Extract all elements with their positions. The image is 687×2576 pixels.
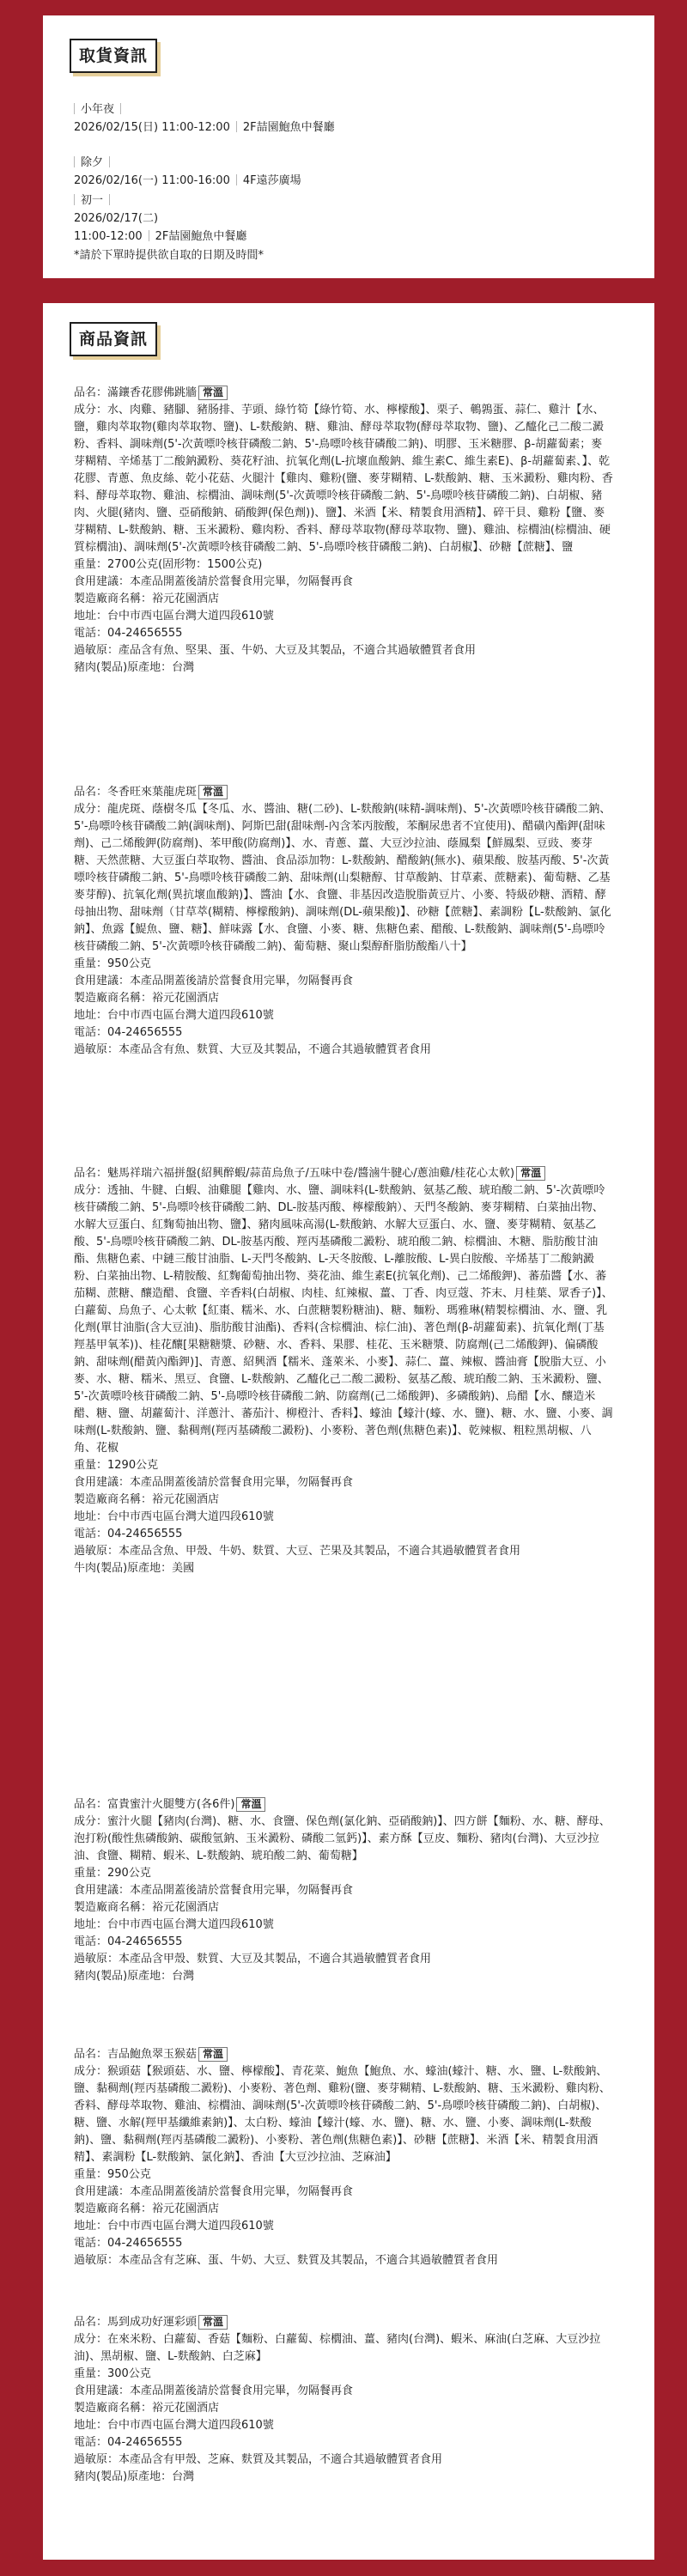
name-label: 品名： (74, 1798, 108, 1811)
origin: 台灣 (172, 1970, 195, 1983)
allergen-label: 過敏原： (74, 1545, 119, 1558)
allergen: 本產品含魚、甲殼、牛奶、麩質、大豆、芒果及其製品，不適合其過敏體質者食用 (119, 1545, 521, 1558)
product-ingredients: 蜜汁火腿【豬肉(台灣)、糖、水、食鹽、保色劑(氯化鈉、亞硝酸鈉)】、四方餅【麵粉、水、糖、酵母、泡打粉(酸性焦磷酸鈉、碳酸氫鈉、玉米澱粉、磷酸二氫鈣)】、素方酥【豆皮、麵粉、豬肉(台灣)、大豆沙拉油、食鹽、糊精、蝦米、L-麩酸鈉、琥珀酸二鈉、葡萄糖】 (74, 1815, 611, 1862)
pickup-info-card (43, 15, 654, 278)
slot-name: 小年夜 (81, 103, 115, 116)
phone-label: 電話： (74, 2237, 108, 2250)
maker-label: 製造廠商名稱： (74, 992, 153, 1005)
storage-badge: 常溫 (198, 785, 228, 799)
ingredients-label: 成分： (74, 803, 108, 816)
phone-label: 電話： (74, 1026, 108, 1039)
maker-label: 製造廠商名稱： (74, 592, 153, 605)
food-notice: 本產品開蓋後請於當餐食用完畢，勿隔餐再食 (130, 1476, 354, 1489)
allergen-label: 過敏原： (74, 644, 119, 657)
phone: 04-24656555 (107, 2237, 183, 2250)
product-weight: 950公克 (107, 2168, 151, 2181)
slot-time: 11:00-12:00 (74, 230, 143, 243)
phone-label: 電話： (74, 627, 108, 640)
address: 台中市西屯區台灣大道四段610號 (107, 2220, 274, 2233)
product-weight: 290公克 (107, 1867, 151, 1880)
product-weight: 950公克 (107, 957, 151, 970)
food-notice-label: 食用建議： (74, 2185, 131, 2198)
product-item-6 (74, 2314, 613, 2486)
allergen: 本產品含有芝麻、蛋、牛奶、大豆、麩質及其製品，不適合其過敏體質者食用 (119, 2254, 499, 2267)
product-info-title: 商品資訊 (70, 322, 157, 356)
slot-time: 11:00-16:00 (161, 174, 230, 187)
phone: 04-24656555 (107, 2436, 183, 2449)
phone: 04-24656555 (107, 627, 183, 640)
slot-time: 11:00-12:00 (161, 121, 230, 134)
product-item-3 (74, 1165, 613, 1577)
address: 台中市西屯區台灣大道四段610號 (107, 1510, 274, 1523)
product-name: 滿鑲香花膠佛跳牆 (107, 386, 198, 399)
address: 台中市西屯區台灣大道四段610號 (107, 1009, 274, 1022)
storage-badge: 常溫 (198, 2315, 228, 2330)
slot-name: 初一 (81, 194, 104, 207)
origin-label: 豬肉(製品)原產地： (74, 661, 173, 674)
slot-place: 2F喆園鮑魚中餐廳 (155, 230, 247, 243)
food-notice-label: 食用建議： (74, 1884, 131, 1897)
product-name: 馬到成功好運彩頭 (107, 2316, 198, 2329)
address: 台中市西屯區台灣大道四段610號 (107, 2419, 274, 2432)
product-weight: 2700公克(固形物：1500公克) (107, 558, 263, 571)
pickup-note: *請於下單時提供欲自取的日期及時間* (74, 249, 264, 262)
weight-label: 重量： (74, 957, 108, 970)
storage-badge: 常溫 (198, 2047, 228, 2062)
origin: 台灣 (172, 661, 195, 674)
product-weight: 1290公克 (107, 1459, 159, 1472)
allergen-label: 過敏原： (74, 2453, 119, 2466)
allergen-label: 過敏原： (74, 1953, 119, 1965)
maker: 裕元花園酒店 (152, 1901, 220, 1914)
address-label: 地址： (74, 610, 108, 623)
pickup-info-title: 取貨資訊 (70, 39, 157, 73)
maker: 裕元花園酒店 (152, 592, 220, 605)
allergen-label: 過敏原： (74, 2254, 119, 2267)
ingredients-label: 成分： (74, 404, 108, 416)
address-label: 地址： (74, 1009, 108, 1022)
origin: 台灣 (172, 2470, 195, 2483)
food-notice: 本產品開蓋後請於當餐食用完畢，勿隔餐再食 (130, 2185, 354, 2198)
slot-name: 除夕 (81, 156, 104, 169)
name-label: 品名： (74, 386, 108, 399)
slot-date: 2026/02/15(日) (74, 121, 159, 134)
storage-badge: 常溫 (236, 1797, 265, 1812)
address-label: 地址： (74, 2419, 108, 2432)
maker: 裕元花園酒店 (152, 2402, 220, 2415)
food-notice-label: 食用建議： (74, 1476, 131, 1489)
origin-label: 豬肉(製品)原產地： (74, 2470, 173, 2483)
slot-place: 2F喆園鮑魚中餐廳 (242, 121, 335, 134)
food-notice-label: 食用建議： (74, 2385, 131, 2397)
address-label: 地址： (74, 2220, 108, 2233)
origin-label: 豬肉(製品)原產地： (74, 1970, 173, 1983)
phone: 04-24656555 (107, 1026, 183, 1039)
slot-date: 2026/02/17(二) (74, 212, 159, 225)
address: 台中市西屯區台灣大道四段610號 (107, 610, 274, 623)
phone-label: 電話： (74, 2436, 108, 2449)
weight-label: 重量： (74, 1459, 108, 1472)
ingredients-label: 成分： (74, 1184, 108, 1197)
phone-label: 電話： (74, 1528, 108, 1540)
food-notice-label: 食用建議： (74, 975, 131, 987)
address-label: 地址： (74, 1918, 108, 1931)
phone-label: 電話： (74, 1935, 108, 1948)
maker-label: 製造廠商名稱： (74, 2402, 153, 2415)
maker-label: 製造廠商名稱： (74, 2202, 153, 2215)
food-notice: 本產品開蓋後請於當餐食用完畢，勿隔餐再食 (130, 1884, 354, 1897)
product-ingredients: 龍虎斑、蔭樹冬瓜【冬瓜、水、醬油、糖(二砂)、L-麩酸鈉(味精-調味劑)、5'-次黃嘌呤核苷磷酸二鈉、5'-鳥嘌呤核苷磷酸二鈉(調味劑)、阿斯巴甜(甜味劑-內含苯丙胺酸，苯酮尿患者不宜使用)、醋磺內酯鉀(甜味劑)、己二烯酸鉀(防腐劑)、苯甲酸(防腐劑)】、水、青蔥、薑、大豆沙拉油、蔭鳳梨【鮮鳳梨、豆豉、麥芽糖、天然蔗糖、大豆蛋白萃取物、醬油、食品添加物：L-麩酸鈉、醋酸鈉(無水)、蘋果酸、胺基丙酸、5'-次黃嘌呤核苷磷酸二鈉、5'-鳥嘌呤核苷磷酸二鈉、甜味劑(山梨糖醇、甘草酸鈉、甘草素、蔗糖素)、葡萄糖、乙基麥芽醇)、抗氧化劑(異抗壞血酸鈉)】、醬油【水、食鹽、非基因改造脫脂黃豆片、小麥、特級砂糖、酒精、酵母抽出物、甜味劑（甘草萃(糊精、檸檬酸鈉)、調味劑(DL-蘋果酸)】、砂糖【蔗糖】、素調粉【L-麩酸鈉、氯化鈉】、魚露【鯷魚、鹽、糖】、鮮味露【水、食鹽、小麥、糖、焦糖色素、醋酸、L-麩酸鈉、調味劑(5'-鳥嘌呤核苷磷酸二鈉、5'-次黃嘌呤核苷磷酸二鈉)、葡萄糖、聚山梨醇酐脂肪酸酯八十】 (74, 803, 611, 953)
food-notice-label: 食用建議： (74, 575, 131, 588)
product-name: 吉品鮑魚翠玉猴菇 (107, 2048, 198, 2061)
food-notice: 本產品開蓋後請於當餐食用完畢，勿隔餐再食 (130, 975, 354, 987)
product-name: 魅馬祥瑞六福拼盤(紹興醉蝦/蒜苗烏魚子/五味中卷/醬滷牛腱心/蔥油雞/桂花心太軟) (107, 1167, 515, 1180)
allergen: 本產品含甲殼、麩質、大豆及其製品，不適合其過敏體質者食用 (119, 1953, 432, 1965)
storage-badge: 常溫 (198, 386, 228, 400)
address: 台中市西屯區台灣大道四段610號 (107, 1918, 274, 1931)
product-weight: 300公克 (107, 2367, 151, 2380)
slot-date: 2026/02/16(一) (74, 174, 159, 187)
allergen: 產品含有魚、堅果、蛋、牛奶、大豆及其製品，不適合其過敏體質者食用 (119, 644, 477, 657)
product-ingredients: 透抽、牛腱、白蝦、油雞腿【雞肉、水、鹽、調味料(L-麩酸鈉、氨基乙酸、琥珀酸二鈉、5'-次黃嘌呤核苷磷酸二鈉、5'-鳥嘌呤核苷磷酸二鈉、DL-胺基丙酸、檸檬酸鈉）、天門冬酸鈉、麥芽糊精、白菜抽出物、水解大豆蛋白、紅麴萄抽出物、鹽】、豬肉風味高湯(L-麩酸鈉、水解大豆蛋白、水、鹽、麥芽糊精、氨基乙酸、5'-鳥嘌呤核苷磷酸二鈉、DL-胺基丙酸、羥丙基磷酸二澱粉、琥珀酸二鈉、棕櫚油、木糖、脂肪酸甘油酯、焦糖色素、中鏈三酸甘油脂、L-天門冬酸鈉、L-天冬胺酸、L-離胺酸、L-異白胺酸、辛烯基丁二酸鈉澱粉、白菜抽出物、L-精胺酸、紅麴葡萄抽出物、葵花油、維生素E(抗氧化劑)、己二烯酸鉀)、蕃茄醬【水、蕃茄糊、蔗糖、釀造醋、食鹽、辛香料(白胡椒、肉桂、紅辣椒、薑、丁香、肉豆蔻、芥末、月桂葉、眾香子)】、白蘿蔔、烏魚子、心太軟【紅棗、糯米、水、白蔗糖製粉糖油)、糖、麵粉、瑪雅琳(精製棕櫚油、水、鹽、乳化劑(單甘油脂(含大豆油)、脂肪酸甘油酯)、香料(含棕櫚油、棕仁油)、著色劑(β-胡蘿蔔素)、抗氧化劑(丁基羥基甲氧苯))、桂花釀[果糖糖漿、砂糖、水、香料、果膠、桂花、玉米糖漿、防腐劑(己二烯酸鉀)、偏磷酸鈉、甜味劑(醋黃內酯鉀)]、青蔥、紹興酒【糯米、蓬萊米、小麥】、蒜仁、薑、辣椒、醬油膏【脫脂大豆、小麥、水、糖、糯米、黑豆、食鹽、L-麩酸鈉、乙醯化己二酸二澱粉、氨基乙酸、琥珀酸二鈉、玉米澱粉、鹽、5'-次黃嘌呤核苷磷酸二鈉、5'-鳥嘌呤核苷磷酸二鈉、防腐劑(己二烯酸鉀)、多磷酸鈉)、烏醋【水、釀造米醋、糖、鹽、胡蘿蔔汁、洋蔥汁、蕃茄汁、柳橙汁、香料】、蠔油【蠔汁(蠔、水、鹽)、糖、水、鹽、小麥、調味劑(L-麩酸鈉、鹽、黏稠劑(羥丙基磷酸二澱粉)、小麥粉、著色劑(焦糖色素)】、乾辣椒、粗粒黑胡椒、八角、花椒 (74, 1184, 613, 1455)
weight-label: 重量： (74, 2168, 108, 2181)
name-label: 品名： (74, 2048, 108, 2061)
beef-origin-label: 牛肉(製品)原產地： (74, 1562, 173, 1575)
product-ingredients: 在來米粉、白蘿蔔、香菇【麵粉、白蘿蔔、棕櫚油、薑、豬肉(台灣)、蝦米、麻油(白芝麻、大豆沙拉油)、黑胡椒、鹽、L-麩酸鈉、白芝麻】 (74, 2333, 601, 2363)
beef-origin: 美國 (172, 1562, 195, 1575)
product-info-card (43, 303, 654, 2560)
pickup-slot-3 (74, 191, 246, 246)
product-ingredients: 水、肉雞、豬腳、豬肠排、芋頭、綠竹筍【綠竹筍、水、檸檬酸】、栗子、鵪鶉蛋、蒜仁、雞汁【水、鹽，雞肉萃取物(雞肉萃取物、鹽)、L-麩酸鈉、糖、雞油、酵母萃取物(酵母萃取物、鹽)、乙醯化己二酸二澱粉、香料、調味劑(5'-次黃嘌呤核苷磷酸二鈉、5'-鳥嘌呤核苷磷酸二鈉)、明膠、玉米糖膠、β-胡蘿蔔素；麥芽糊精、辛烯基丁二酸鈉澱粉、葵花籽油、抗氧化劑(L-抗壞血酸鈉、維生素C、維生素E)、β-胡蘿蔔素、】、乾花膠、青蔥、魚皮絲、乾小花菇、火腿汁【雞肉、雞粉(鹽、麥芽糊精、L-麩酸鈉、糖、玉米澱粉、雞肉粉、香料、酵母萃取物、雞油、棕櫚油、調味劑(5'-次黃嘌呤核苷磷酸二鈉、5'-鳥嘌呤核苷磷酸二鈉)、白胡椒、豬肉、火腿(豬肉、鹽、亞硝酸鈉、硝酸鉀(保色劑))、鹽】、米酒【米、精製食用酒精】、碎干貝、雞粉【鹽、麥芽糊精、L-麩酸鈉、糖、玉米澱粉、雞肉粉、香料、酵母萃取物(酵母萃取物、鹽)、雞油、棕櫚油(棕櫚油、硬質棕櫚油)、調味劑(5'-次黃嘌呤核苷磷酸二鈉、5'-鳥嘌呤核苷磷酸二鈉)、白胡椒】、砂糖【蔗糖】、鹽 (74, 404, 613, 554)
weight-label: 重量： (74, 558, 108, 571)
maker: 裕元花園酒店 (152, 1493, 220, 1506)
food-notice: 本產品開蓋後請於當餐食用完畢，勿隔餐再食 (130, 575, 354, 588)
product-ingredients: 猴頭菇【猴頭菇、水、鹽、檸檬酸】、青花菜、鮑魚【鮑魚、水、蠔油(蠔汁、糖、水、鹽、L-麩酸鈉、鹽、黏稠劑(羥丙基磷酸二澱粉)、小麥粉、著色劑、雞粉(鹽、麥芽糊精、L-麩酸鈉、糖、玉米澱粉、雞肉粉、香料、酵母萃取物、雞油、棕櫚油、調味劑(5'-次黃嘌呤核苷磷酸二鈉、5'-鳥嘌呤核苷磷酸二鈉)、白胡椒)、糖、鹽、水解(羥甲基纖維素鈉)】、太白粉、蠔油【蠔汁(蠔、水、鹽)、糖、水、鹽、小麥、調味劑(L-麩酸鈉)、鹽、黏稠劑(羥丙基磷酸二澱粉)、小麥粉、著色劑(焦糖色素)】、砂糖【蔗糖】、米酒【米、精製食用酒精】、素調粉【L-麩酸鈉、氯化鈉】、香油【大豆沙拉油、芝麻油】 (74, 2065, 611, 2164)
ingredients-label: 成分： (74, 2065, 108, 2078)
product-name: 冬香旺來葉龍虎斑 (107, 786, 198, 799)
food-notice: 本產品開蓋後請於當餐食用完畢，勿隔餐再食 (130, 2385, 354, 2397)
name-label: 品名： (74, 1167, 108, 1180)
slot-place: 4F遠莎廣場 (242, 174, 301, 187)
name-label: 品名： (74, 786, 108, 799)
weight-label: 重量： (74, 1867, 108, 1880)
weight-label: 重量： (74, 2367, 108, 2380)
product-item-1 (74, 385, 613, 677)
address-label: 地址： (74, 1510, 108, 1523)
storage-badge: 常溫 (516, 1166, 545, 1181)
allergen: 本產品含有魚、麩質、大豆及其製品，不適合其過敏體質者食用 (119, 1043, 432, 1056)
pickup-slot-1 (74, 100, 335, 137)
maker-label: 製造廠商名稱： (74, 1901, 153, 1914)
product-item-2 (74, 784, 613, 1059)
maker: 裕元花園酒店 (152, 2202, 220, 2215)
name-label: 品名： (74, 2316, 108, 2329)
phone: 04-24656555 (107, 1935, 183, 1948)
maker-label: 製造廠商名稱： (74, 1493, 153, 1506)
product-item-4 (74, 1796, 613, 1985)
product-name: 富貴蜜汁火腿雙方(各6件) (107, 1798, 235, 1811)
phone: 04-24656555 (107, 1528, 183, 1540)
ingredients-label: 成分： (74, 2333, 108, 2346)
product-item-5 (74, 2046, 613, 2269)
ingredients-label: 成分： (74, 1815, 108, 1828)
maker: 裕元花園酒店 (152, 992, 220, 1005)
allergen-label: 過敏原： (74, 1043, 119, 1056)
pickup-slot-2 (74, 154, 301, 190)
allergen: 本產品含有甲殼、芝麻、麩質及其製品，不適合其過敏體質者食用 (119, 2453, 443, 2466)
